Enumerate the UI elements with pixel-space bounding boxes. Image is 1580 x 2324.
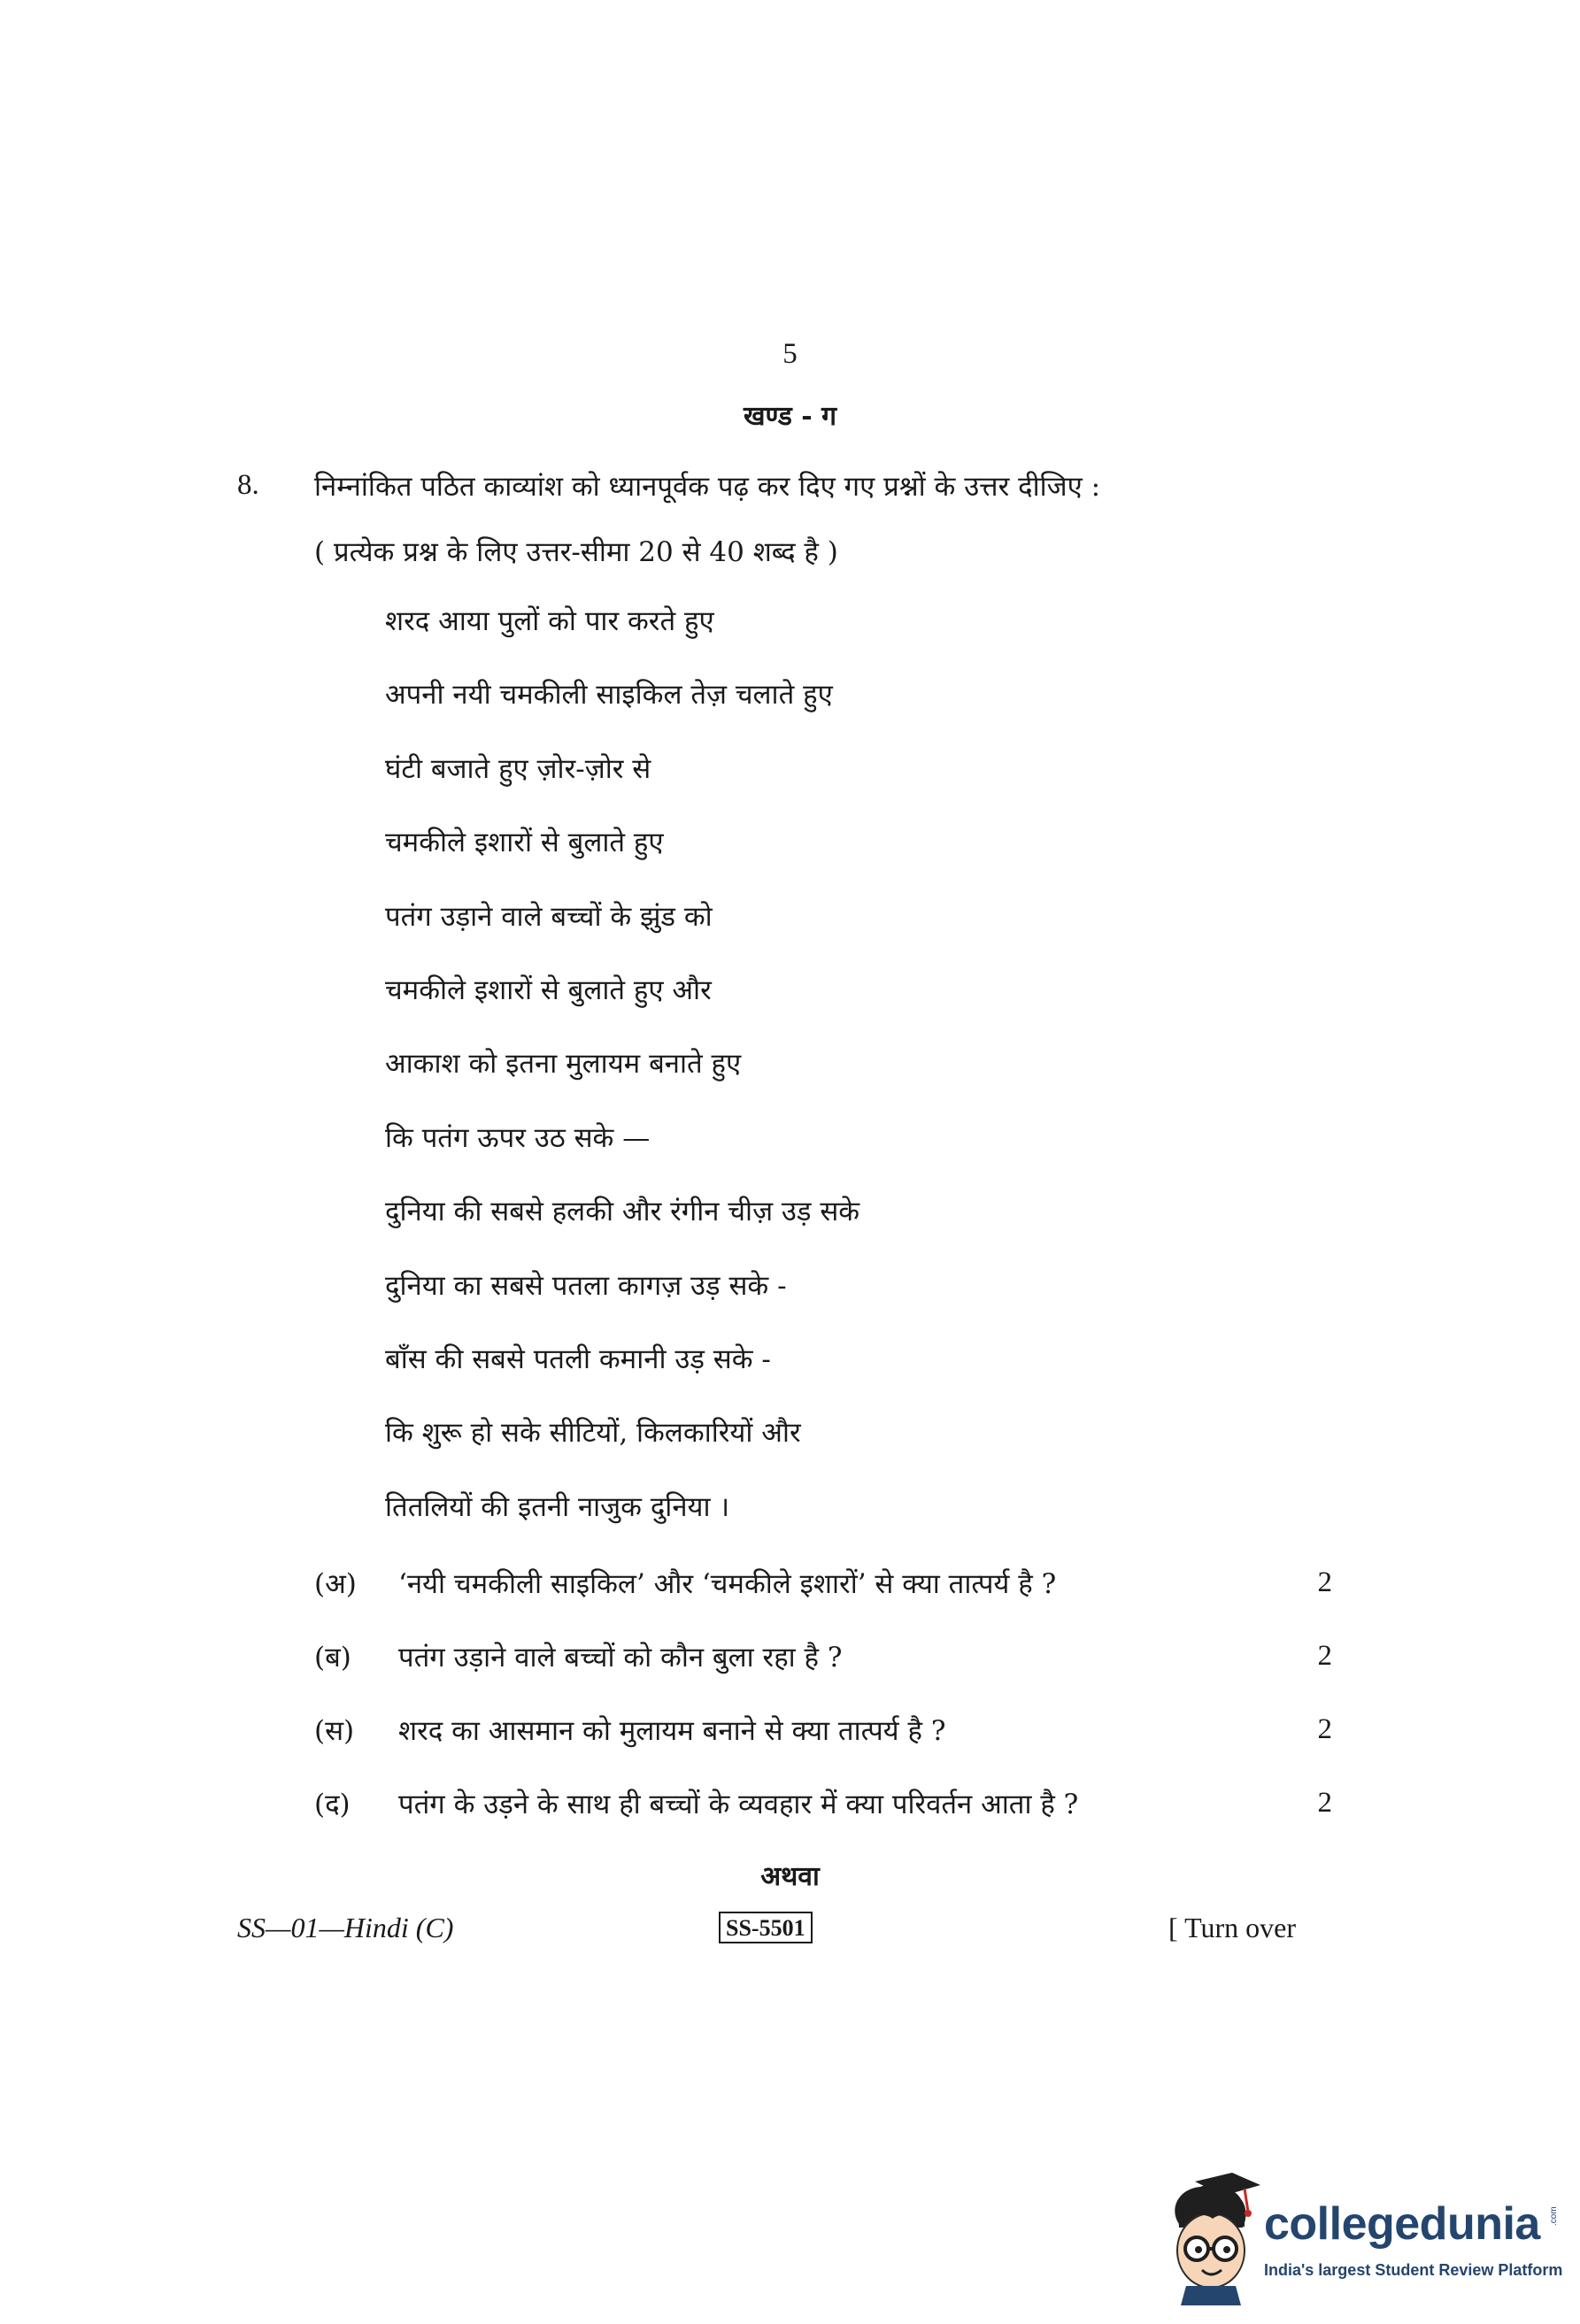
sub-question-label: (स) [314, 1715, 355, 1747]
sub-question-label: (अ) [314, 1568, 357, 1600]
sub-question-c [314, 1712, 1332, 1756]
poem-line: पतंग उड़ाने वाले बच्चों के झुंड को [385, 900, 713, 933]
sub-question-d [314, 1785, 1332, 1829]
collegedunia-watermark [1160, 2173, 1567, 2305]
or-label: अथवा [760, 1861, 820, 1892]
question-instruction: निम्नांकित पठित काव्यांश को ध्यानपूर्वक पढ़ कर दिए गए प्रश्नों के उत्तर दीजिए : [314, 471, 1101, 503]
word-limit-note: ( प्रत्येक प्रश्न के लिए उत्तर-सीमा 20 से 40 शब्द है ) [314, 536, 838, 568]
sub-question-label: (द) [314, 1789, 351, 1820]
poem-line: दुनिया का सबसे पतला कागज़ उड़ सके - [385, 1269, 787, 1302]
poem-line: दुनिया की सबसे हलकी और रंगीन चीज़ उड़ सके [385, 1196, 860, 1228]
sub-question-label: (ब) [314, 1642, 351, 1674]
poem-line: तितलियों की इतनी नाजुक दुनिया । [385, 1490, 730, 1523]
sub-question-b [314, 1638, 1332, 1682]
poem-line: चमकीले इशारों से बुलाते हुए और [385, 973, 712, 1006]
student-mascot-icon [1160, 2173, 1261, 2305]
question-number: 8. [237, 469, 259, 501]
sub-question-a [314, 1565, 1332, 1609]
poem-line: बाँस की सबसे पतली कमानी उड़ सके - [385, 1343, 771, 1375]
brand-wordmark: collegedunia [1264, 2198, 1540, 2250]
series-code-box: SS-5501 [719, 1912, 813, 1943]
sub-question-text: ‘नयी चमकीली साइकिल’ और ‘चमकीले इशारों’ से क्या तात्पर्य है ? [398, 1568, 1057, 1600]
brand-tagline: India's largest Student Review Platform [1264, 2261, 1563, 2279]
sub-question-marks: 2 [1317, 1713, 1332, 1745]
sub-question-marks: 2 [1317, 1787, 1332, 1819]
page-number: 5 [782, 338, 798, 370]
sub-question-text: शरद का आसमान को मुलायम बनाने से क्या तात्पर्य है ? [398, 1715, 946, 1747]
sub-question-text: पतंग उड़ाने वाले बच्चों को कौन बुला रहा है ? [398, 1642, 843, 1674]
paper-code: SS—01—Hindi (C) [237, 1912, 454, 1943]
poem-line: अपनी नयी चमकीली साइकिल तेज़ चलाते हुए [385, 679, 833, 712]
poem-line: कि शुरू हो सके सीटियों, किलकारियों और [385, 1417, 801, 1450]
poem-line: चमकीले इशारों से बुलाते हुए [385, 827, 664, 859]
section-title: खण्ड - ग [743, 401, 837, 432]
poem-excerpt [385, 602, 859, 1561]
poem-line: घंटी बजाते हुए ज़ोर-ज़ोर से [385, 752, 651, 785]
brand-suffix: .com [1549, 2206, 1559, 2226]
sub-question-marks: 2 [1317, 1566, 1332, 1598]
turn-over-note: [ Turn over [1168, 1912, 1297, 1943]
sub-question-marks: 2 [1317, 1640, 1332, 1672]
poem-line: शरद आया पुलों को पार करते हुए [385, 605, 714, 637]
poem-line: कि पतंग ऊपर उठ सके — [385, 1121, 651, 1154]
sub-question-text: पतंग के उड़ने के साथ ही बच्चों के व्यवहार में क्या परिवर्तन आता है ? [398, 1789, 1079, 1820]
poem-line: आकाश को इतना मुलायम बनाते हुए [385, 1048, 742, 1081]
